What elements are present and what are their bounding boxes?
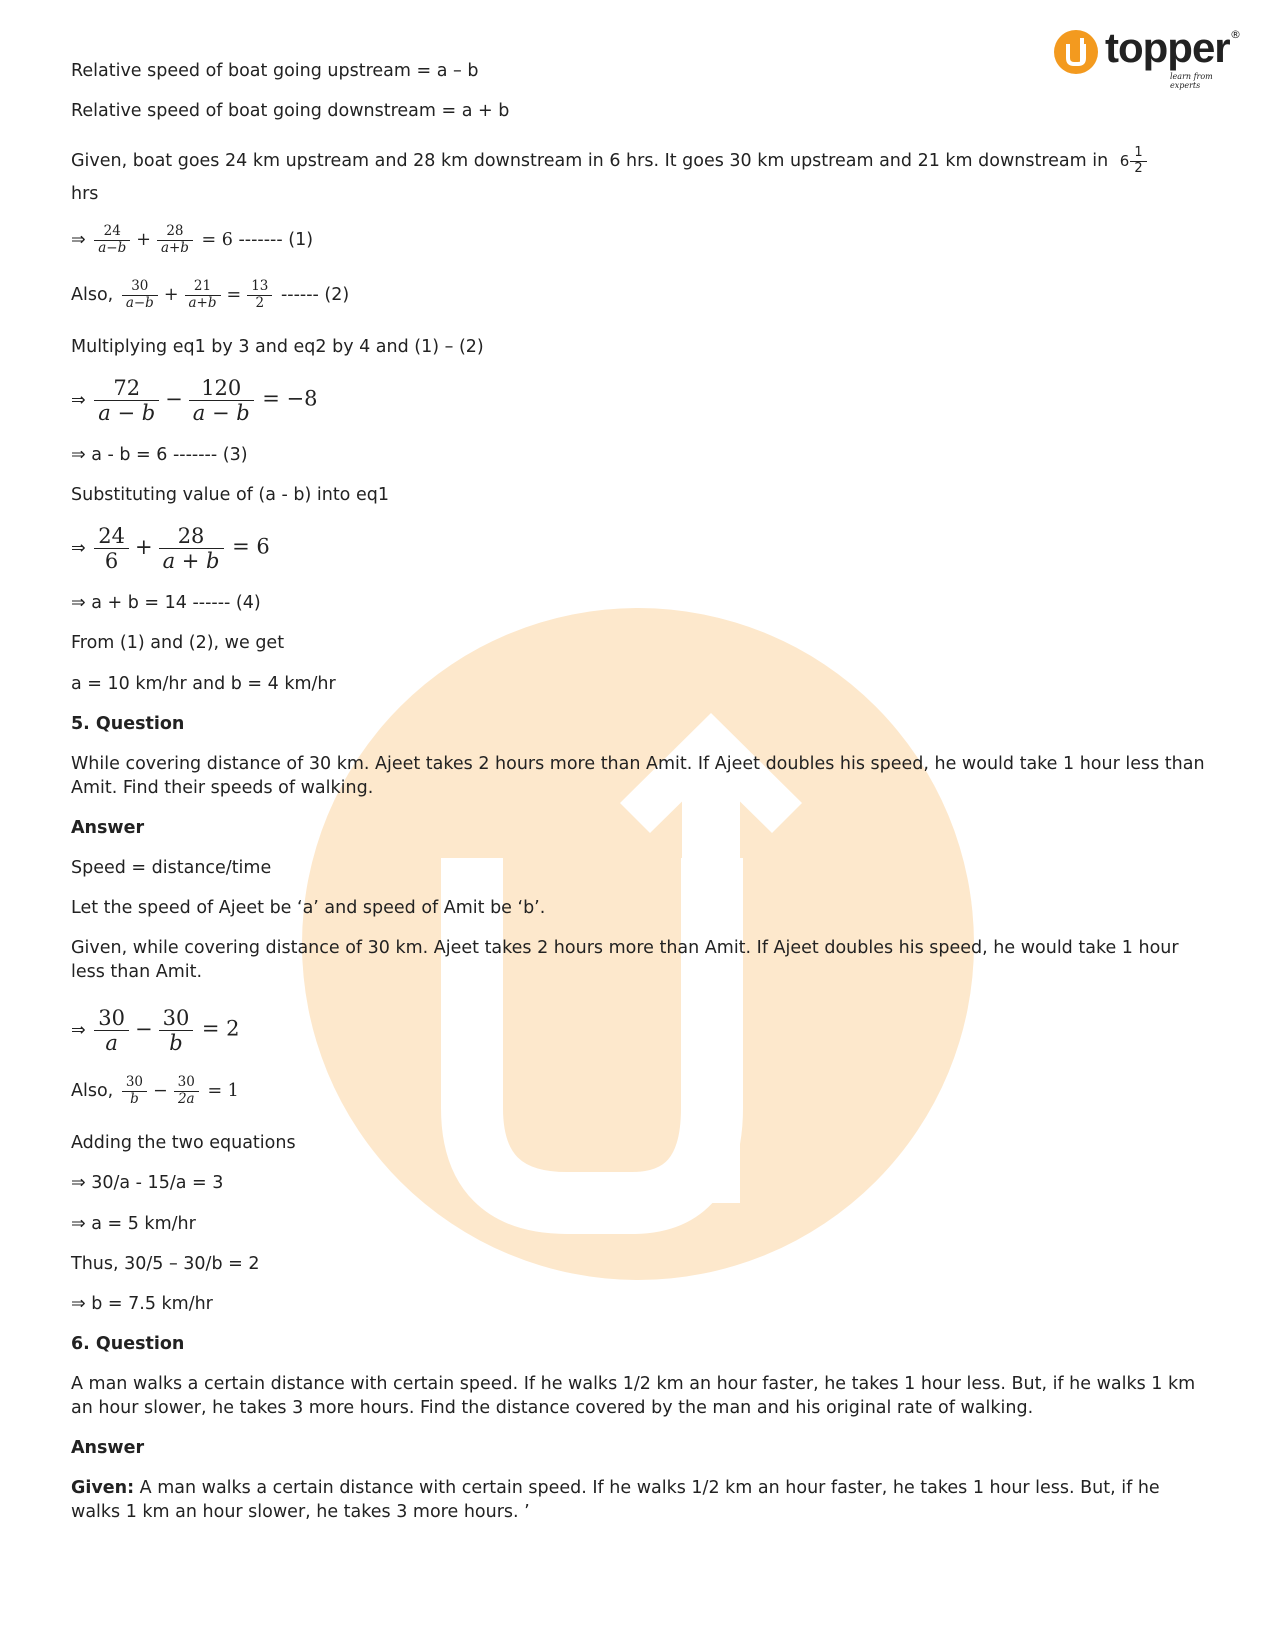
question-text: While covering distance of 30 km. Ajeet takes 2 hours more than Amit. If Ajeet doubles his speed, he would take 1 hour less than Amit. Find their speeds of walking. <box>71 754 1205 798</box>
denominator: 2a <box>174 1091 199 1108</box>
operator: − <box>153 1081 168 1102</box>
equation-3 <box>71 376 318 425</box>
equation-6 <box>71 1075 239 1107</box>
text-line <box>71 146 1147 177</box>
fraction <box>122 1075 147 1107</box>
numerator: 1 <box>1134 145 1143 160</box>
equation-tag: ------ (2) <box>280 285 350 306</box>
question-heading: 5. Question <box>71 714 185 734</box>
fraction <box>94 224 130 256</box>
fraction <box>94 1006 129 1055</box>
question-heading: 6. Question <box>71 1334 185 1354</box>
equation-prefix: Also, <box>71 1081 114 1102</box>
denominator: a + b <box>159 548 224 573</box>
equation-rhs: = 6 <box>201 230 233 251</box>
numerator: 30 <box>162 1006 190 1030</box>
denominator: b <box>159 1030 194 1055</box>
implies-symbol: ⇒ <box>71 390 86 411</box>
fraction <box>185 279 221 311</box>
text-line: Relative speed of boat going upstream = a – b <box>71 61 479 81</box>
question-text: A man walks a certain distance with certain speed. If he walks 1/2 km an hour faster, he takes 1 hour less. But, if he walks 1 km an hour slower, he takes 3 more hours. Find the distance covered by the man and his original rate of walking. <box>71 1374 1196 1418</box>
fraction <box>174 1075 199 1107</box>
denominator: 6 <box>94 548 129 573</box>
implies-symbol: ⇒ <box>71 230 86 251</box>
given-text: A man walks a certain distance with certain speed. If he walks 1/2 km an hour faster, he takes 1 hour less. But, if he walks 1 km an hour slower, he takes 3 more hours. ’ <box>71 1478 1160 1522</box>
operator: − <box>134 1016 153 1041</box>
text-line: Let the speed of Ajeet be ‘a’ and speed of Amit be ‘b’. <box>71 898 546 918</box>
denominator: a − b <box>189 400 254 425</box>
text-line: Speed = distance/time <box>71 858 272 878</box>
equation-rhs: = −8 <box>262 386 318 411</box>
denominator: a <box>94 1030 129 1055</box>
operator: = <box>226 285 242 306</box>
text-line: ⇒ a - b = 6 ------- (3) <box>71 445 248 465</box>
equation-rhs: = 2 <box>201 1016 240 1041</box>
equation-5 <box>71 1006 240 1055</box>
text-line: Relative speed of boat going downstream = a + b <box>71 101 510 121</box>
equation-2 <box>71 279 349 311</box>
numerator: 72 <box>113 376 141 400</box>
numerator: 24 <box>98 524 125 548</box>
equation-1 <box>71 224 313 256</box>
denominator: a+b <box>157 240 193 257</box>
fraction <box>94 524 129 573</box>
given-label: Given: <box>71 1478 135 1498</box>
text-line: Substituting value of (a - b) into eq1 <box>71 485 389 505</box>
denominator: 2 <box>247 295 272 312</box>
text-line: ⇒ a + b = 14 ------ (4) <box>71 593 261 613</box>
operator: + <box>134 534 153 559</box>
answer-label: Answer <box>71 818 145 838</box>
numerator: 21 <box>193 278 212 294</box>
text-paragraph: Given, while covering distance of 30 km. Ajeet takes 2 hours more than Amit. If Ajeet doubles his speed, he would take 1 hour less than Amit. <box>71 938 1179 982</box>
implies-symbol: ⇒ <box>71 1020 86 1041</box>
operator: − <box>165 386 183 411</box>
denominator: b <box>122 1091 147 1108</box>
denominator: a−b <box>122 295 158 312</box>
fraction <box>94 376 159 425</box>
numerator: 120 <box>201 376 242 400</box>
text-line: From (1) and (2), we get <box>71 633 285 653</box>
equation-4 <box>71 524 270 573</box>
equation-prefix: Also, <box>71 285 114 306</box>
text-line: Adding the two equations <box>71 1133 296 1153</box>
denominator: a−b <box>94 240 130 257</box>
fraction <box>247 279 272 311</box>
text-paragraph <box>71 1477 1211 1525</box>
text-line: Multiplying eq1 by 3 and eq2 by 4 and (1) – (2) <box>71 337 484 357</box>
text-line: ⇒ 30/a - 15/a = 3 <box>71 1173 224 1193</box>
fraction <box>159 524 224 573</box>
fraction <box>157 224 193 256</box>
topper-logo <box>1052 24 1242 90</box>
denominator: a − b <box>94 400 159 425</box>
logo-wordmark: topper <box>1105 24 1230 71</box>
fraction <box>1130 146 1146 177</box>
text-line: ⇒ b = 7.5 km/hr <box>71 1294 213 1314</box>
answer-label: Answer <box>71 1438 145 1458</box>
numerator: 13 <box>251 278 269 294</box>
denominator: a+b <box>185 295 221 312</box>
fraction <box>159 1006 194 1055</box>
operator: + <box>163 285 179 306</box>
numerator: 24 <box>103 223 121 239</box>
numerator: 30 <box>98 1006 125 1030</box>
numerator: 30 <box>177 1074 195 1090</box>
numerator: 28 <box>177 524 205 548</box>
equation-rhs: = 6 <box>232 534 270 559</box>
operator: + <box>136 230 151 251</box>
text-line: hrs <box>71 184 99 204</box>
fraction <box>189 376 254 425</box>
numerator: 30 <box>131 278 149 294</box>
implies-symbol: ⇒ <box>71 538 86 559</box>
equation-rhs: = 1 <box>207 1081 239 1102</box>
whole-part: 6 <box>1119 151 1130 170</box>
logo-registered: ® <box>1230 28 1241 41</box>
text-line: ⇒ a = 5 km/hr <box>71 1214 196 1234</box>
numerator: 28 <box>166 223 184 239</box>
equation-tag: ------- (1) <box>238 230 314 251</box>
text-line: Thus, 30/5 – 30/b = 2 <box>71 1254 260 1274</box>
text-line: a = 10 km/hr and b = 4 km/hr <box>71 674 336 694</box>
logo-tagline: learn from experts <box>1170 72 1213 90</box>
mixed-fraction <box>1119 145 1147 176</box>
fraction <box>122 279 158 311</box>
numerator: 30 <box>125 1074 143 1090</box>
denominator: 2 <box>1130 161 1146 177</box>
text-content: Given, boat goes 24 km upstream and 28 km downstream in 6 hrs. It goes 30 km upstream and 21 km downstream in <box>71 150 1109 171</box>
